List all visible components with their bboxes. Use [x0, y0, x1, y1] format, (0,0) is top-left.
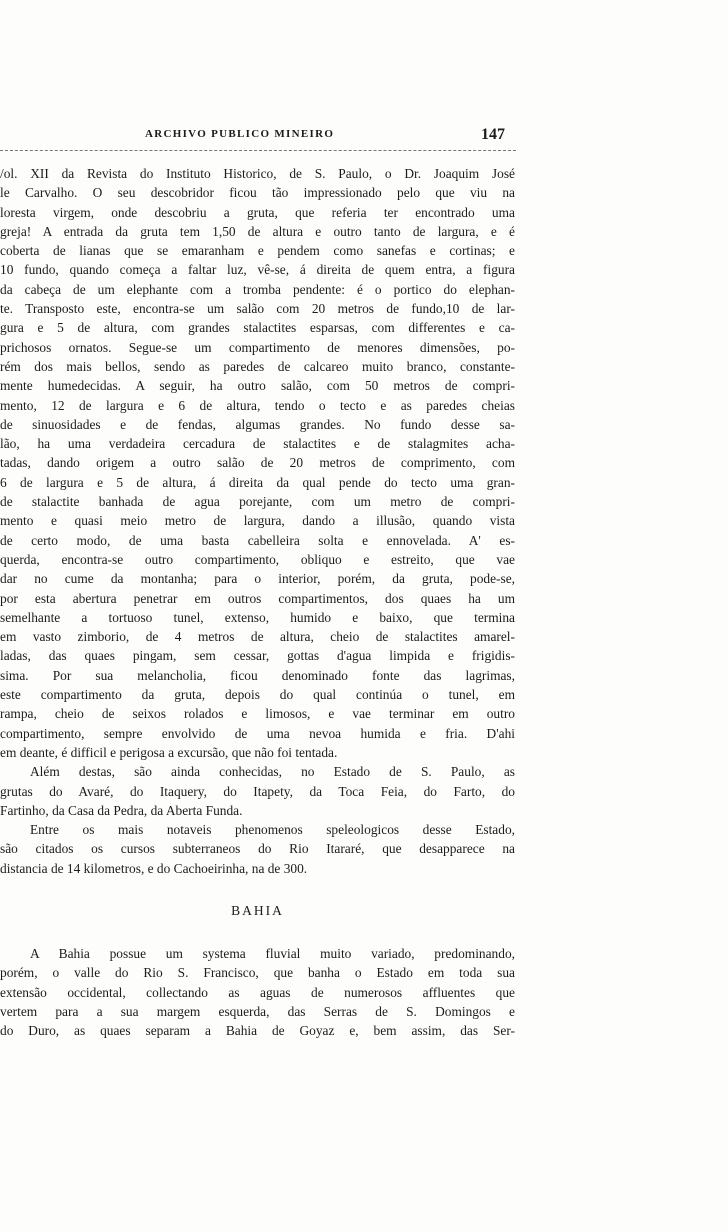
text-line: gura e 5 de altura, com grandes stalactites esparsas, com differentes e ca- [0, 320, 515, 336]
text-line: mento e quasi meio metro de largura, dando a illusão, quando vista [0, 513, 515, 529]
text-line: do Duro, as quaes separam a Bahia de Goyaz e, bem assim, das Ser- [0, 1023, 515, 1039]
running-head-title: ARCHIVO PUBLICO MINEIRO [145, 128, 335, 140]
section-gap [0, 930, 515, 944]
paragraph-outras-grutas [0, 762, 515, 820]
text-line: 10 fundo, quando começa a faltar luz, vê-se, á direita de quem entra, a figura [0, 262, 515, 278]
text-line: porém, o valle do Rio S. Francisco, que banha o Estado em toda sua [0, 965, 515, 981]
running-head [0, 126, 515, 146]
text-line: greja! A entrada da gruta tem 1,50 de altura e outro tanto de largura, e é [0, 223, 515, 239]
text-line: sima. Por sua melancholia, ficou denominado fonte das lagrimas, [0, 667, 515, 683]
text-line: rampa, cheio de seixos rolados e limosos, e vae terminar em outro [0, 706, 515, 722]
text-line: Entre os mais notaveis phenomenos speleologicos desse Estado, [30, 822, 515, 838]
text-line: prichosos ornatos. Segue-se um compartimento de menores dimensões, po- [0, 339, 515, 355]
text-line: em vasto zimborio, de 4 metros de altura, cheio de stalactites amarel- [0, 629, 515, 645]
text-line: mente humedecidas. A seguir, ha outro salão, com 50 metros de compri- [0, 378, 515, 394]
text-line: Além destas, são ainda conhecidas, no Estado de S. Paulo, as [30, 764, 515, 780]
text-line: da cabeça de um elephante com a tromba pendente: é o portico do elephan- [0, 281, 515, 297]
paragraph-cursos-subterraneos [0, 820, 515, 878]
text-line: distancia de 14 kilometros, e do Cachoeirinha, na de 300. [0, 860, 308, 876]
text-line: em deante, é difficil e perigosa a excursão, que não foi tentada. [0, 744, 338, 760]
paragraph-grutas-sao-paulo [0, 164, 515, 762]
text-line: extensão occidental, collectando as aguas de numerosos affluentes que [0, 984, 515, 1000]
text-line: de certo modo, de uma basta cabelleira solta e ennovelada. A' es- [0, 532, 515, 548]
text-line: são citados os cursos subterraneos do Rio Itararé, que desapparece na [0, 841, 515, 857]
text-line: A Bahia possue um systema fluvial muito variado, predominando, [30, 945, 515, 961]
text-line: le Carvalho. O seu descobridor ficou tão impressionado pelo que viu na [0, 185, 515, 201]
text-line: coberta de lianas que se emaranham e pendem como sanefas e cortinas; e [0, 243, 515, 259]
text-line: lão, ha uma verdadeira cercadura de stalactites e de stalagmites acha- [0, 436, 515, 452]
text-line: te. Transposto este, encontra-se um salão com 20 metros de fundo,10 de lar- [0, 301, 515, 317]
text-line: por esta abertura penetrar em outros compartimentos, dos quaes ha um [0, 590, 515, 606]
text-line: querda, encontra-se outro compartimento, obliquo e estreito, que vae [0, 551, 515, 567]
text-line: 6 de largura e 5 de altura, á direita da qual pende do tecto uma gran- [0, 474, 515, 490]
text-line: de stalactite banhada de agua porejante, com um metro de compri- [0, 494, 515, 510]
text-line: grutas do Avaré, do Itaquery, do Itapety, da Toca Feia, do Farto, do [0, 783, 515, 799]
text-line: compartimento, sempre envolvido de uma nevoa humida e fria. D'ahi [0, 725, 515, 741]
section-gap [0, 878, 515, 892]
text-line: mento, 12 de largura e 6 de altura, tendo o tecto e as paredes cheias [0, 397, 515, 413]
text-line: ladas, das quaes pingam, sem cessar, gottas d'agua limpida e frigidis- [0, 648, 515, 664]
text-line: semelhante a tortuoso tunel, extenso, humido e baixo, que termina [0, 609, 515, 625]
text-line: dar no cume da montanha; para o interior, porém, da gruta, pode-se, [0, 571, 515, 587]
page-number: 147 [481, 126, 505, 143]
text-line: tadas, dando origem a outro salão de 20 metros de comprimento, com [0, 455, 515, 471]
text-line: /ol. XII da Revista do Instituto Historico, de S. Paulo, o Dr. Joaquim José [0, 166, 515, 181]
text-line: loresta virgem, onde descobriu a gruta, que referia ter encontrado uma [0, 204, 515, 220]
text-line: vertem para a sua margem esquerda, das Serras de S. Domingos e [0, 1003, 515, 1019]
text-line: Fartinho, da Casa da Pedra, da Aberta Funda. [0, 802, 243, 818]
section-heading: BAHIA [231, 902, 284, 918]
page-body [0, 164, 515, 1040]
text-line: rém dos mais bellos, sendo as paredes de calcareo muito branco, constante- [0, 358, 515, 374]
text-line: de sinuosidades e de fendas, algumas grandes. No fundo desse sa- [0, 416, 515, 432]
header-rule [0, 150, 516, 151]
paragraph-bahia [0, 944, 515, 1040]
text-line: este compartimento da gruta, depois do qual continúa o tunel, em [0, 687, 515, 703]
